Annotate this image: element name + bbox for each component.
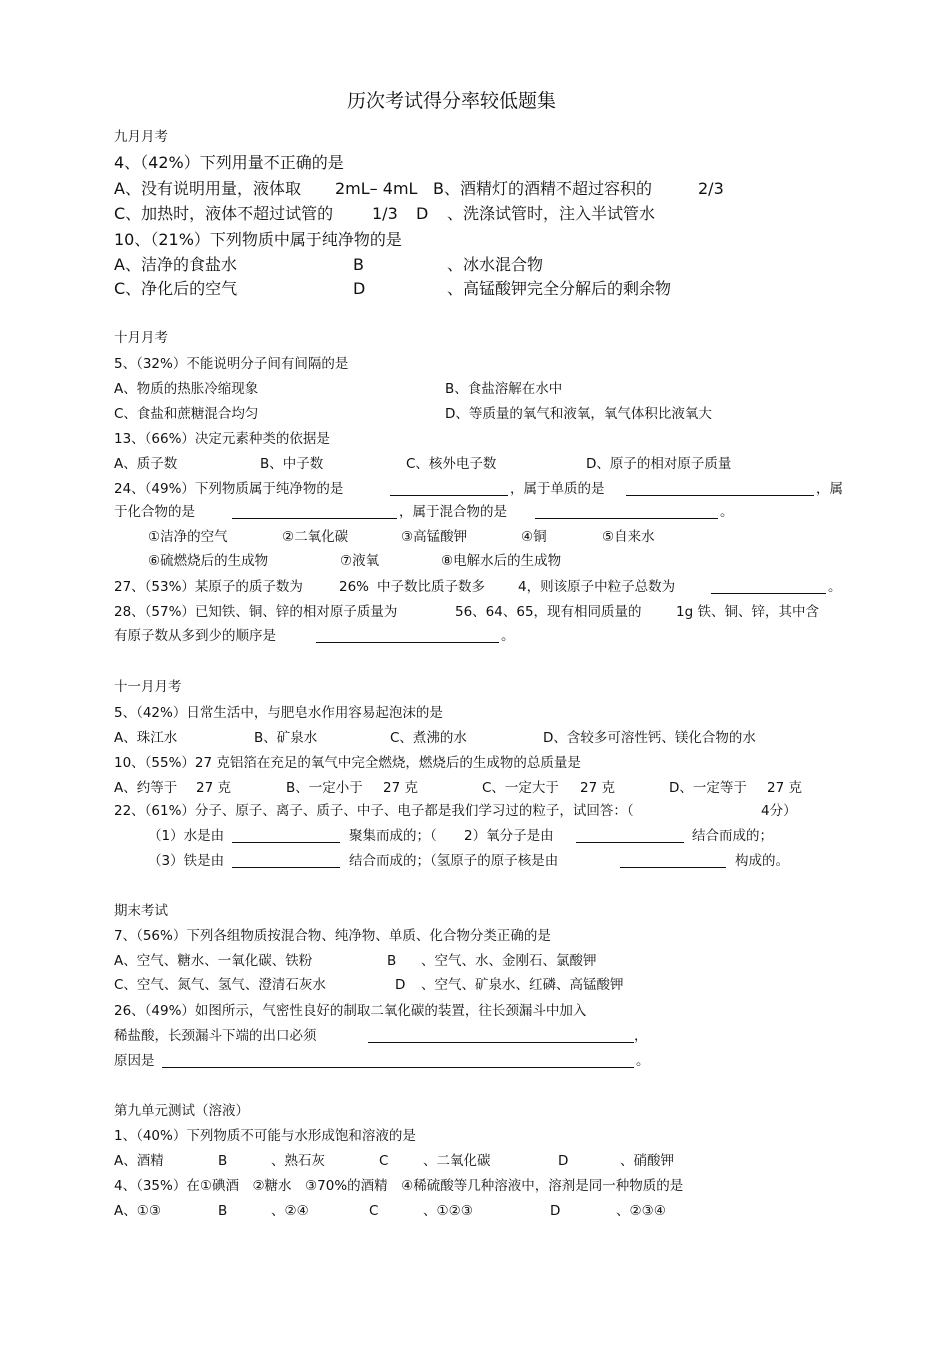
question-text: 于化合物的是 [114, 504, 195, 520]
section-heading: 第九单元测试（溶液） [114, 1103, 249, 1119]
list-item: ⑧电解水后的生成物 [441, 553, 562, 569]
section-heading: 十月月考 [114, 330, 168, 346]
section-heading: 十一月月考 [114, 679, 182, 695]
list-item: ⑥硫燃烧后的生成物 [148, 553, 269, 569]
option-c: C、食盐和蔗糖混合均匀 [114, 406, 259, 422]
option-a: A、质子数 [114, 456, 178, 472]
question-text: 中子数比质子数多 [377, 579, 485, 595]
option-c: C、加热时，液体不超过试管的 [114, 204, 334, 223]
option-c-letter: C [379, 1153, 389, 1169]
option-c: 、二氧化碳 [423, 1153, 491, 1169]
option-d: D、原子的相对原子质量 [586, 456, 732, 472]
option-c: 、①②③ [423, 1203, 473, 1219]
option-b: 、②④ [271, 1203, 309, 1219]
question-text: 4，则该原子中粒子总数为 [518, 579, 676, 595]
option-c: C、净化后的空气 [114, 279, 238, 298]
option-b: B、一定小于 [286, 780, 363, 796]
question-text: 1g 铁、铜、锌，其中含 [676, 604, 819, 620]
option-b: 、冰水混合物 [447, 255, 544, 274]
question-stem: 22、（61%）分子、原子、离子、质子、中子、电子都是我们学习过的粒子，试回答：（ [114, 803, 634, 819]
question-text: 。 [636, 1053, 650, 1069]
question-text: 2）氧分子是由 [464, 828, 554, 844]
option-a: A、约等于 [114, 780, 178, 796]
answer-blank [232, 828, 340, 846]
option-d: 、空气、矿泉水、红磷、高锰酸钾 [421, 977, 624, 993]
option-b-letter: B [218, 1153, 228, 1169]
question-stem: 26、（49%）如图所示，气密性良好的制取二氧化碳的装置，往长颈漏斗中加入 [114, 1003, 587, 1019]
option-d: 、②③④ [616, 1203, 666, 1219]
option-b-value: 2/3 [698, 179, 724, 198]
option-d: D、含较多可溶性钙、镁化合物的水 [543, 730, 756, 746]
question-text: 结合而成的；（氢原子的原子核是由 [349, 853, 559, 869]
answer-blank [576, 828, 684, 846]
option-a: A、①③ [114, 1203, 161, 1219]
option-c-value: 1/3 [372, 204, 398, 223]
list-item: ④铜 [521, 529, 547, 545]
option-b-letter: B [387, 953, 397, 969]
question-text: （3）铁是由 [148, 853, 225, 869]
option-a: A、洁净的食盐水 [114, 255, 237, 274]
option-b: 、空气、水、金刚石、氯酸钾 [421, 953, 597, 969]
answer-blank [232, 853, 340, 871]
page-title: 历次考试得分率较低题集 [347, 90, 557, 112]
question-text: 26% [339, 579, 370, 595]
question-text: 聚集而成的；（ [349, 828, 437, 844]
question-text: （1）水是由 [148, 828, 225, 844]
question-stem: 27、（53%）某原子的质子数为 [114, 579, 303, 595]
question-stem: 5、（32%）不能说明分子间有间隔的是 [114, 356, 349, 372]
question-text: ，属于单质的是 [510, 481, 605, 497]
answer-blank [535, 504, 718, 522]
option-a: A、物质的热胀冷缩现象 [114, 381, 259, 397]
question-text: ，属于混合物的是 [399, 504, 507, 520]
option-b-letter: B [218, 1203, 228, 1219]
list-item: ③高锰酸钾 [401, 529, 468, 545]
option-d-letter: D [558, 1153, 569, 1169]
question-stem: 13、（66%）决定元素种类的依据是 [114, 431, 330, 447]
option-d: 、洗涤试管时，注入半试管水 [447, 204, 656, 223]
answer-blank [390, 481, 508, 499]
option-d-letter: D [416, 204, 429, 223]
option-d: D、一定等于 [669, 780, 747, 796]
option-b: 、熟石灰 [271, 1153, 325, 1169]
question-stem: 4、（35%）在①碘酒 ②糖水 ③70%的酒精 ④稀硫酸等几种溶液中，溶剂是同一种物质的是 [114, 1178, 684, 1194]
section-heading: 九月月考 [114, 129, 168, 145]
option-b-letter: B [353, 255, 364, 274]
option-d-letter: D [395, 977, 406, 993]
option-c: C、空气、氮气、氢气、澄清石灰水 [114, 977, 326, 993]
question-stem: 10、（55%）27 克铝箔在充足的氧气中完全燃烧，燃烧后的生成物的总质量是 [114, 755, 581, 771]
option-b: B、食盐溶解在水中 [445, 381, 563, 397]
list-item: ⑤自来水 [602, 529, 655, 545]
question-text: 结合而成的； [692, 828, 773, 844]
question-stem: 24、（49%）下列物质属于纯净物的是 [114, 481, 344, 497]
question-text: ， [634, 1028, 648, 1044]
option-d: 、高锰酸钾完全分解后的剩余物 [447, 279, 672, 298]
question-text: 。 [501, 628, 515, 644]
option-c: C、一定大于 [482, 780, 559, 796]
option-d: D、等质量的氧气和液氧，氧气体积比液氧大 [445, 406, 712, 422]
option-a: A、没有说明用量，液体取 [114, 179, 301, 198]
answer-blank [711, 579, 826, 597]
question-text: ，属 [816, 481, 843, 497]
answer-blank [626, 481, 814, 499]
question-stem: 10、（21%）下列物质中属于纯净物的是 [114, 230, 402, 249]
question-stem: 28、（57%）已知铁、铜、锌的相对原子质量为 [114, 604, 398, 620]
option-d-letter: D [550, 1203, 561, 1219]
option-a-value: 2mL– 4mL [335, 179, 418, 198]
option-d-value: 27 克 [767, 780, 802, 796]
question-stem: 5、（42%）日常生活中，与肥皂水作用容易起泡沫的是 [114, 705, 443, 721]
question-text: 56、64、65，现有相同质量的 [455, 604, 642, 620]
answer-blank [316, 628, 499, 646]
list-item: ②二氧化碳 [282, 529, 349, 545]
option-b-value: 27 克 [383, 780, 418, 796]
list-item: ①洁净的空气 [148, 529, 228, 545]
option-a: A、珠江水 [114, 730, 178, 746]
option-c: C、煮沸的水 [390, 730, 467, 746]
answer-blank [162, 1053, 634, 1071]
list-item: ⑦液氧 [340, 553, 380, 569]
answer-blank [368, 1028, 634, 1046]
question-text: 原因是 [114, 1053, 155, 1069]
section-heading: 期末考试 [114, 903, 168, 919]
question-text: 。 [720, 504, 734, 520]
option-c-letter: C [369, 1203, 379, 1219]
question-stem: 1、（40%）下列物质不可能与水形成饱和溶液的是 [114, 1128, 416, 1144]
option-b: B、中子数 [260, 456, 324, 472]
option-d: 、硝酸钾 [620, 1153, 674, 1169]
option-d-letter: D [353, 279, 366, 298]
question-text: 有原子数从多到少的顺序是 [114, 628, 276, 644]
question-text: 构成的。 [735, 853, 789, 869]
question-text: 。 [828, 579, 842, 595]
option-a: A、空气、糖水、一氧化碳、铁粉 [114, 953, 313, 969]
question-text: 稀盐酸，长颈漏斗下端的出口必须 [114, 1028, 317, 1044]
answer-blank [620, 853, 726, 871]
question-stem: 7、（56%）下列各组物质按混合物、纯净物、单质、化合物分类正确的是 [114, 928, 551, 944]
option-a-value: 27 克 [196, 780, 231, 796]
option-a: A、酒精 [114, 1153, 164, 1169]
option-b: B、矿泉水 [254, 730, 318, 746]
answer-blank [232, 504, 397, 522]
question-stem: 4、（42%）下列用量不正确的是 [114, 153, 344, 172]
option-c: C、核外电子数 [406, 456, 497, 472]
question-score: 4分） [761, 803, 797, 819]
option-c-value: 27 克 [580, 780, 615, 796]
option-b: B、酒精灯的酒精不超过容积的 [433, 179, 652, 198]
